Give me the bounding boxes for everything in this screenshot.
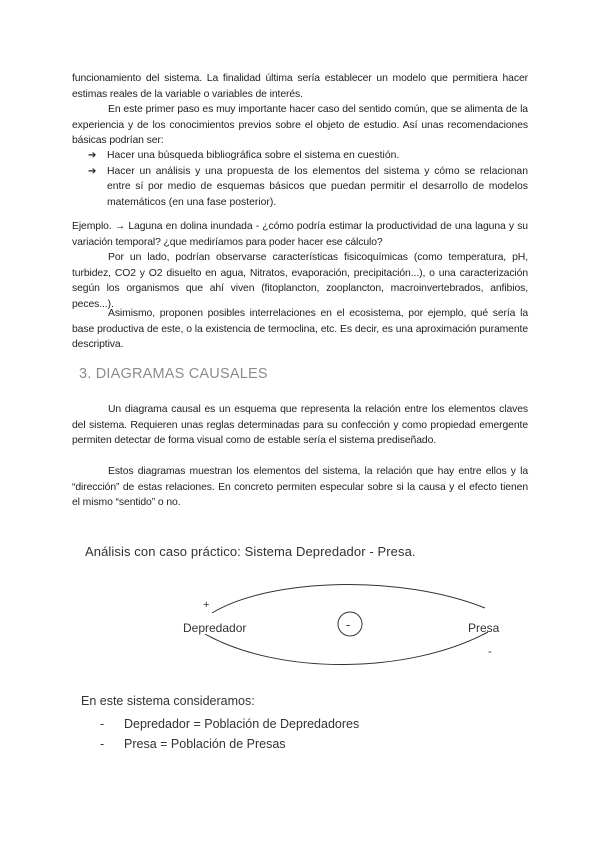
right-node-label: Presa [468,621,500,635]
slide-subtitle: En este sistema consideramos: [81,694,255,708]
slide-title: Análisis con caso práctico: Sistema Depredador - Presa. [85,544,416,559]
paragraph-causal-direction: Estos diagramas muestran los elementos del sistema, la relación que hay entre ellos y la “dirección” de estas relaciones. En concreto permiten especular sobre si la causa y el efecto tienen el mismo “sentido” o no. [72,466,528,508]
paragraph-example: Ejemplo. → Laguna en dolina inundada - ¿cómo podría estimar la productividad de una laguna y su variación temporal? ¿que mediríamos para poder hacer ese cálculo? [72,221,528,248]
arrow-bullet-icon: ➔ [88,150,97,161]
list-item: - Depredador = Población de Depredadores [100,717,360,731]
dash-bullet: - [100,717,105,731]
paragraph-intro-end: funcionamiento del sistema. La finalidad última sería establecer un modelo que permitiera hacer estimas reales de la variable o variables de interés. [72,73,528,100]
paragraph-interrelations: Asimismo, proponen posibles interrelaciones en el ecosistema, por ejemplo, qué sería la base productiva de este, o la existencia de termoclina, etc. Es decir, es una aproximación puramente descriptiva. [72,308,528,350]
top-arc [212,585,485,613]
loop-sign: - [346,617,351,632]
paragraph-common-sense: En este primer paso es muy importante hacer caso del sentido común, que se alimenta de la experiencia y de los conocimientos previos sobre el objeto de estudio. Así unas recomendaciones básicas podrían ser: [72,104,528,146]
list-item: - Presa = Población de Presas [100,737,286,751]
dash-bullet: - [100,737,105,751]
recommendations-list [88,148,528,210]
left-node-label: Depredador [183,621,247,635]
section-heading: 3. DIAGRAMAS CAUSALES [79,366,268,382]
list-item: ➔ Hacer una búsqueda bibliográfica sobre el sistema en cuestión. [88,148,528,164]
list-item: ➔ Hacer un análisis y una propuesta de los elementos del sistema y cómo se relacionan entre sí por medio de esquemas básicos que puedan permitir el desarrollo de modelos matemáticos (en una fase posterior). [88,165,528,208]
bottom-arc [205,632,488,665]
paragraph-characteristics: Por un lado, podrían observarse características fisicoquímicas (como temperatura, pH, turbidez, CO2 y O2 disuelto en agua, Nitratos, evaporación, precipitación...), o una caracterización según los organismos que ahí viven (fitoplancton, zooplancton, macroinvertebrados, anfibios, peces...). [72,252,528,310]
top-sign: + [203,599,210,611]
arrow-bullet-icon: ➔ [88,165,97,177]
definitions-list [100,717,359,757]
causal-diagram [170,580,530,685]
paragraph-causal-definition: Un diagrama causal es un esquema que representa la relación entre los elementos claves del sistema. Requieren unas reglas determinadas para su confección y como propiedad emergente permiten detectar de forma visual como de estable sería el sistema prediseñado. [72,404,528,446]
bottom-sign: - [488,646,492,658]
